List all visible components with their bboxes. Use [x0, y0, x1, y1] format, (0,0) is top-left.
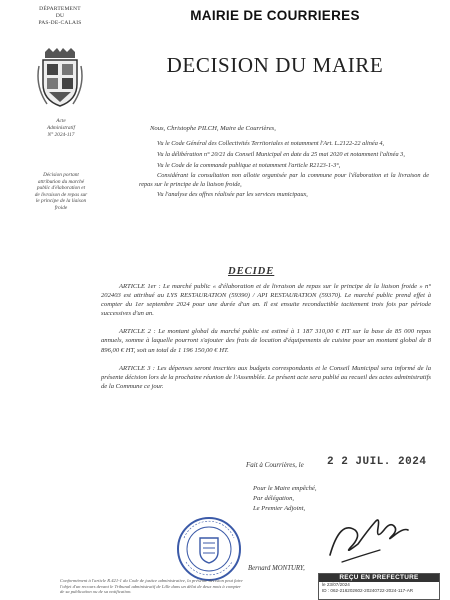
department-header	[32, 6, 88, 27]
objet-line: Décision portant	[43, 172, 79, 178]
delegation-block	[253, 484, 316, 514]
department-line: DÉPARTEMENT	[39, 6, 81, 12]
acte-line: Acte	[56, 118, 66, 124]
article-1: ARTICLE 1er : Le marché public « d'élaboration et de livraison de repas sur le principe de la liaison froide » n° 202403 est attribué au LYS RESTAURATION (59390) / API RESTAURATION (59370). Le marché public prend effet à compter du 1er septembre 2024 pour une durée d'un an. Il est ensuite reconductible tacitement trois fois par période successives d'un an.	[101, 283, 431, 318]
stamp-title: REÇU EN PREFECTURE	[319, 574, 439, 582]
acte-line: Administratif	[47, 125, 75, 131]
stamp-line: le 23/07/2024	[322, 582, 350, 587]
objet-line: public d'élaboration et	[36, 185, 86, 192]
consideration-item: Vu le Code de la commande publique et notamment l'article R2123-1-3°,	[157, 161, 341, 169]
articles	[101, 282, 431, 400]
consideration-item: Vu le Code Général des Collectivités Territoriales et notamment l'Art. L.2122-22 alinéa 4,	[157, 140, 385, 147]
footer-line: Conformément à l'article R.421-1 du Code de justice administrative, la présente décision peut faire	[60, 578, 243, 583]
legal-footer	[60, 578, 290, 595]
delegation-line: Le Premier Adjoint,	[253, 505, 306, 512]
objet-line: attribution du marché	[37, 178, 85, 185]
consideration-item: Vu la délibération n° 20/21 du Conseil Municipal en date du 25 mai 2020 et notamment l'alinéa 3,	[157, 150, 405, 158]
stamp-line: ID : 062-216202602-20240722-2024-117-AR	[322, 587, 414, 593]
consideration-item: Considérant la consultation non allotie organisée par la commune pour l'élaboration et la livraison de repas sur le principe de la liaison froide,	[139, 172, 429, 188]
coat-of-arms-icon	[37, 46, 83, 110]
town-seal-icon	[176, 516, 242, 582]
footer-line: de sa publication ou de sa notification.	[60, 589, 132, 594]
department-line: DU	[55, 13, 65, 19]
acte-line: N° 2024-117	[47, 132, 75, 138]
mayor-intro: Nous, Christophe PILCH, Maire de Courrières,	[150, 125, 276, 132]
article-3: ARTICLE 3 : Les dépenses seront inscrites aux budgets correspondants et le Conseil Municipal sera informé de la présente décision lors de la prochaine réunion de l'Assemblée. Le présent acte sera publié au recueil des actes administratifs de la Commune ce jour.	[101, 364, 431, 390]
objet-summary	[24, 172, 98, 212]
footer-line: l'objet d'un recours devant le Tribunal administratif de Lille dans un délai de deux mois à compter	[60, 583, 241, 589]
prefecture-stamp	[318, 573, 440, 600]
article-2: ARTICLE 2 : Le montant global du marché public est estimé à 1 187 310,00 € HT sur la base de 85 000 repas annuels, somme à laquelle pourront s'ajouter des frais de location d'équipements de cuisine pour un montant global de 8 896,00 € HT, soit un total de 1 196 150,00 € HT.	[101, 328, 431, 354]
delegation-line: Pour le Maire empêché,	[253, 485, 317, 492]
considerations	[139, 140, 429, 202]
date-stamp: 2 2 JUIL. 2024	[327, 456, 427, 468]
objet-line: froide	[54, 204, 68, 211]
consideration-item: Vu l'analyse des offres réalisée par les services municipaux,	[157, 191, 308, 199]
mairie-heading: MAIRIE DE COURRIERES	[190, 8, 360, 23]
signer-name: Bernard MONTURY,	[248, 565, 305, 572]
handwritten-signature-icon	[320, 500, 415, 570]
page-title: DECISION DU MAIRE	[166, 53, 384, 77]
objet-line: de livraison de repas sur	[34, 191, 88, 198]
acte-reference	[28, 118, 94, 139]
decide-heading	[228, 266, 274, 277]
objet-line: le principe de la liaison	[35, 198, 87, 205]
delegation-line: Par délégation,	[253, 495, 295, 502]
place-of-signature: Fait à Courrières, le	[246, 461, 304, 469]
decide-text: DECIDE	[228, 266, 275, 277]
department-line: PAS-DE-CALAIS	[38, 20, 82, 26]
